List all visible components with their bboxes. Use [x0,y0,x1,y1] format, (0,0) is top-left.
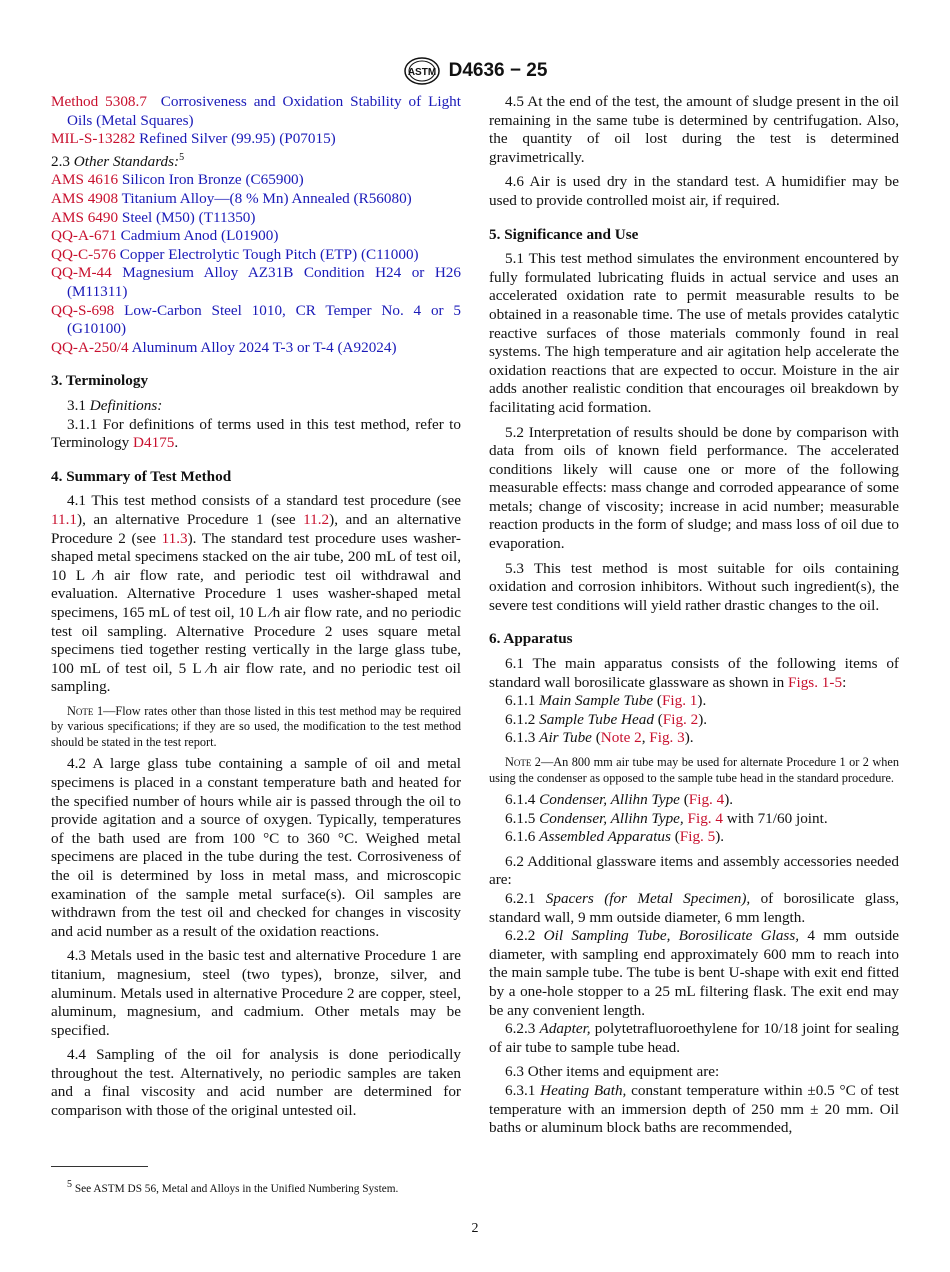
reference-item[interactable]: AMS 4908 Titanium Alloy—(8 % Mn) Annealed (R56080) [51,190,412,208]
paragraph-4-5: 4.5 At the end of the test, the amount of sludge present in the oil remaining in the same tube is determined by centrifugation. Also, the quantity of oil lost during the test is determined gravimetrically. [489,93,899,166]
left-column [51,93,461,1121]
reference-list-a [51,93,461,149]
link-fig-2[interactable]: Fig. 2 [662,710,699,728]
paragraph-5-3: 5.3 This test method is most suitable for oils containing oxidation and corrosion inhibitors. Without such ingredient(s), the severe test conditions will yield rather drastic changes to the oil. [489,559,899,614]
link-fig-5[interactable]: Fig. 5 [679,828,716,846]
page-header [0,56,950,86]
item-6-2-1: 6.2.1 Spacers (for Metal Specimen), of borosilicate glass, standard wall, 9 mm outside diameter, 6 mm length. [489,889,899,926]
footnote-5: $^5$ See ASTM DS 56, Metal and Alloys in the Unified Numbering System. [67,1179,399,1195]
reference-item[interactable]: QQ-A-671 Cadmium Anod (L01900) [51,227,279,245]
link-fig-1[interactable]: Fig. 1 [661,692,698,710]
item-6-1-1: 6.1.1 Main Sample Tube (Fig. 1). [505,692,707,710]
section-5-heading: 5. Significance and Use [489,225,639,243]
note-2: Note 2—An 800 mm air tube may be used for alternate Procedure 1 or 2 when using the condenser as opposed to the sample tube head in the standard procedure. [489,755,899,785]
link-figs-1-5[interactable]: Figs. 1-5 [788,673,843,691]
link-d4175[interactable]: D4175 [133,434,175,452]
note-1: Note 1—Flow rates other than those listed in this test method may be required by various specifications; if they are so used, the modification to the test method should be stated in the test report. [51,703,461,749]
paragraph-4-6: 4.6 Air is used dry in the standard test. A humidifier may be used to provide controlled moist air, if required. [489,173,899,209]
section-6-heading: 6. Apparatus [489,630,573,648]
reference-item[interactable]: AMS 4616 Silicon Iron Bronze (C65900) [51,171,304,189]
reference-item[interactable]: QQ-M-44 Magnesium Alloy AZ31B Condition H24 or H26 (M11311) [51,264,461,300]
svg-text:ASTM: ASTM [407,67,436,78]
item-6-3-1: 6.3.1 Heating Bath, constant temperature within ±0.5 °C of test temperature with an immersion depth of 250 mm ± 20 mm. Oil baths or aluminum block baths are recommended, [489,1081,899,1137]
paragraph-5-2: 5.2 Interpretation of results should be done by comparison with data from oils of known field performance. The accelerated conditions likely will cause one or more of the following measurable effects: mass change and corroded appearance of some metals; change of viscosity; increase in acid number; measurable reaction products in the form of sludge; and mass loss of oil due to evaporation. [489,423,899,553]
paragraph-3-1-1: 3.1.1 For definitions of terms used in this test method, refer to Terminology D4175. [51,415,461,452]
paragraph-4-2: 4.2 A large glass tube containing a sample of oil and metal specimens is placed in a constant temperature bath and heated for the specified number of hours while air is passed through the oil to provide agitation and a source of oxygen. Typically, temperatures of the bath used are from 100 °C to 360 °C. Weighed metal specimens are placed in the tube during the test. Corrosiveness of the oil is determined by loss in metal mass, and microscopic examination of the sample metal surface(s). Oil samples are withdrawn from the test oil and checked for changes in viscosity and acid number as a result of the oxidation reactions. [51,755,461,940]
right-column [489,93,899,1138]
link-note-2[interactable]: Note 2 [600,729,642,747]
paragraph-5-1: 5.1 This test method simulates the environment encountered by fully formulated lubricating fluids in actual service and uses an accelerated oxidation rate to permit measurable results to be obtained in a reasonable time. The use of metals provides catalytic reactive surfaces of those materials commonly found in real systems. The high temperature and air agitation help accelerate the oxidation reactions that are expected to occur. Moisture in the air adds another realistic condition that encourages oil breakdown by facilitating acid formation. [489,250,899,416]
reference-item[interactable]: AMS 6490 Steel (M50) (T11350) [51,208,256,226]
reference-list-b [51,171,461,357]
link-fig-3[interactable]: Fig. 3 [649,729,685,747]
astm-logo-icon [403,56,441,86]
item-6-2-2: 6.2.2 Oil Sampling Tube, Borosilicate Glass, 4 mm outside diameter, with sampling end approximately 600 mm to reach into the main sample tube. The tube is bent U-shape with exit end fitted by a one-hole stopper to a 25 mL filtering flask. The exit end may be any convenient length. [489,927,899,1019]
paragraph-4-3: 4.3 Metals used in the basic test and alternative Procedure 1 are titanium, magnesium, steel (two types), bronze, silver, and aluminum. Metals used in alternative Procedure 2 are copper, steel, aluminum, magnesium, and cadmium. Other metals may be specified. [51,947,461,1039]
reference-item[interactable]: QQ-C-576 Copper Electrolytic Tough Pitch (ETP) (C11000) [51,245,419,263]
link-11-2[interactable]: 11.2 [303,510,330,528]
section-3-1-heading: 3.1 Definitions: [67,396,163,414]
paragraph-6-1: 6.1 The main apparatus consists of the following items of standard wall borosilicate glassware as shown in Figs. 1-5: [489,655,899,691]
page-number: 2 [471,1221,479,1236]
section-3-heading: 3. Terminology [51,372,149,390]
item-6-1-6: 6.1.6 Assembled Apparatus (Fig. 5). [505,828,725,846]
reference-item[interactable]: Method 5308.7 Corrosiveness and Oxidation Stability of Light Oils (Metal Squares) [51,93,461,129]
item-6-1-4: 6.1.4 Condenser, Allihn Type (Fig. 4). [505,791,734,808]
reference-item[interactable]: QQ-A-250/4 Aluminum Alloy 2024 T-3 or T-4 (A92024) [51,338,397,356]
link-fig-4[interactable]: Fig. 4 [688,791,725,808]
section-2-3-heading: 2.3 Other Standards:$^5$ [51,151,185,170]
reference-item[interactable]: MIL-S-13282 Refined Silver (99.95) (P07015) [51,130,336,148]
section-4-heading: 4. Summary of Test Method [51,467,232,485]
footnote-divider [51,1166,148,1167]
link-fig-4[interactable]: Fig. 4 [687,809,723,827]
paragraph-6-3: 6.3 Other items and equipment are: [505,1063,720,1081]
reference-item[interactable]: QQ-S-698 Low-Carbon Steel 1010, CR Temper No. 4 or 5 (G10100) [51,301,462,338]
link-11-1[interactable]: 11.1 [51,510,78,528]
paragraph-4-1: 4.1 This test method consists of a standard test procedure (see 11.1), an alternative Procedure 1 (see 11.2), and an alternative Procedure 2 (see 11.3). The standard test procedure uses washer-shaped metal specimens stacked on the air tube, 200 mL of test oil, 10 L ⁄h air flow rate, and periodic test oil withdrawal and evaluation. Alternative Procedure 1 uses washer-shaped metal specimens, 165 mL of test oil, 10 L ⁄h air flow rate, and no periodic test oil sampling. Alternative Procedure 2 uses square metal specimens tied together resting vertically in the large glass tube, 100 mL of test oil, 5 L ⁄h air flow rate, and no periodic test oil sampling. [51,492,461,696]
paragraph-6-2: 6.2 Additional glassware items and assembly accessories needed are: [489,852,899,889]
paragraph-4-4: 4.4 Sampling of the oil for analysis is done periodically throughout the test. Alternatively, no periodic samples are taken and a final viscosity and acid number are determined for comparison with those of the original untested oil. [51,1046,461,1120]
item-6-1-3: 6.1.3 Air Tube (Note 2, Fig. 3). [505,729,694,747]
document-id: D4636 − 25 [448,60,548,81]
item-6-1-2: 6.1.2 Sample Tube Head (Fig. 2). [505,710,708,728]
item-6-1-5: 6.1.5 Condenser, Allihn Type, Fig. 4 with 71/60 joint. [505,809,828,827]
link-11-3[interactable]: 11.3 [161,529,188,547]
item-6-2-3: 6.2.3 Adapter, polytetrafluoroethylene for 10/18 joint for sealing of air tube to sample tube head. [489,1020,900,1056]
